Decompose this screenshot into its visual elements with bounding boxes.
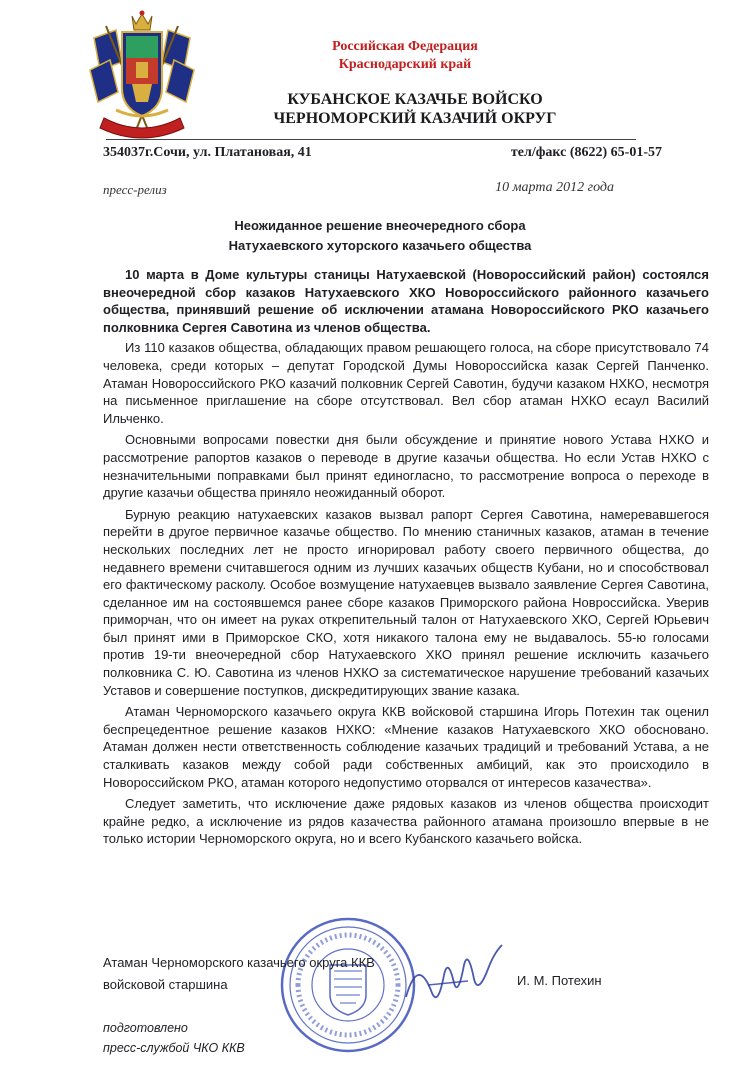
org-name-line1: КУБАНСКОЕ КАЗАЧЬЕ ВОЙСКО — [287, 91, 543, 108]
prepared-by — [103, 1018, 245, 1058]
country-name: Российская Федерация — [332, 39, 478, 54]
handwritten-signature-icon — [398, 935, 508, 1015]
region-name: Краснодарский край — [338, 57, 472, 72]
signatory-title: Атаман Черноморского казачьего округа ККВ — [103, 955, 375, 970]
krasnodar-coat-of-arms-icon — [88, 10, 196, 146]
document-body — [103, 266, 709, 852]
body-paragraph: Следует заметить, что исключение даже рядовых казаков из членов общества происходит крайне редко, а исключение из рядов казачества районного атамана произошло впервые в не только истории Черноморского округа, но и всего Кубанского казачьего войска. — [103, 796, 709, 847]
body-paragraph: Из 110 казаков общества, обладающих правом решающего голоса, на сборе присутствовало 74 человека, среди которых – депутат Городской Думы Новороссийска казак Сергей Панченко. Атаман Новороссийского РКО казачий полковник Сергей Савотин, будучи казаком НХКО, несмотря на письменное приглашение на сборе отсутствовал. Вел сбор атаман НХКО есаул Василий Ильченко. — [103, 340, 709, 426]
letterhead-region — [280, 38, 530, 74]
title-line1: Неожиданное решение внеочередного сбора — [234, 218, 526, 233]
document-title — [120, 216, 640, 256]
signatory-rank: войсковой старшина — [103, 977, 228, 992]
postal-address: 354037г.Сочи, ул. Платановая, 41 — [103, 145, 312, 160]
header-divider — [106, 139, 636, 140]
phone-fax: тел/факс (8622) 65-01-57 — [510, 145, 662, 160]
title-line2: Натухаевского хуторского казачьего общества — [228, 238, 532, 253]
signatory-block — [103, 952, 375, 996]
org-name-line2: ЧЕРНОМОРСКИЙ КАЗАЧИЙ ОКРУГ — [273, 110, 557, 127]
lead-paragraph: 10 марта в Доме культуры станицы Натухаевской (Новороссийский район) состоялся внеочередной сбор казаков Натухаевского ХКО Новороссийского районного казачьего общества, принявший решение об исключении атамана Новороссийского РКО казачьего полковника Сергея Савотина из членов общества. — [103, 267, 709, 335]
document-type: пресс-релиз — [103, 182, 167, 197]
body-paragraph: Бурную реакцию натухаевских казаков вызвал рапорт Сергея Савотина, намеревавшегося перейти в другое первичное казачье общество. По мнению станичных казаков, атаман в течение нескольких последних лет не просто игнорировал работу своего первичного общества, до недавнего времени считавшегося одним из лучших казачьих обществ Кубани, но и способствовал его фактическому расколу. Особое возмущение натухаевцев вызвало заявление Сергея Савотина, сделанное им на состоявшемся ранее сборе казаков Приморского района Новроссийска. Уверив приморчан, что он имеет на руках открепительный талон от Натухаевского ХКО, Сергей Юрьевич был принят ими в Приморское СКО, хотя никакого талона ему не выдавалось. 55-ю голосами против 19-ти внеочередной сбор Натухаевского ХКО принял решение исключить казачьего полковника С. Ю. Савотина из членов НХКО за систематическое нарушение требований казачьих Уставов и совершение поступков, дискредитирующих звание казака. — [103, 506, 709, 698]
prepared-by-name: пресс-службой ЧКО ККВ — [103, 1041, 245, 1055]
letterhead-organization — [240, 90, 590, 128]
body-paragraph: Атаман Черноморского казачьего округа ККВ войсковой старшина Игорь Потехин так оценил беспрецедентное решение казаков НХКО: «Мнение казаков Натухаевского ХКО обосновано. Атаман должен нести ответственность соблюдение казачьих традиций и требований Устава, а не сталкивать казаков между собой ради собственных амбиций, как это происходило в Новороссийском РКО, атаман которого недопустимо оторвался от интересов казачества». — [103, 704, 709, 790]
prepared-label: подготовлено — [103, 1021, 188, 1035]
signatory-name: И. М. Потехин — [517, 973, 602, 988]
document-date: 10 марта 2012 года — [495, 180, 614, 195]
body-paragraph: Основными вопросами повестки дня были обсуждение и принятие нового Устава НХКО и рассмотрение рапортов казаков о переводе в другие казачьи общества. Но если Устав НХКО с незначительными поправками был принят единогласно, то рассмотрение вопроса о переходе в другие казачьи общества приняло неожиданный оборот. — [103, 432, 709, 501]
